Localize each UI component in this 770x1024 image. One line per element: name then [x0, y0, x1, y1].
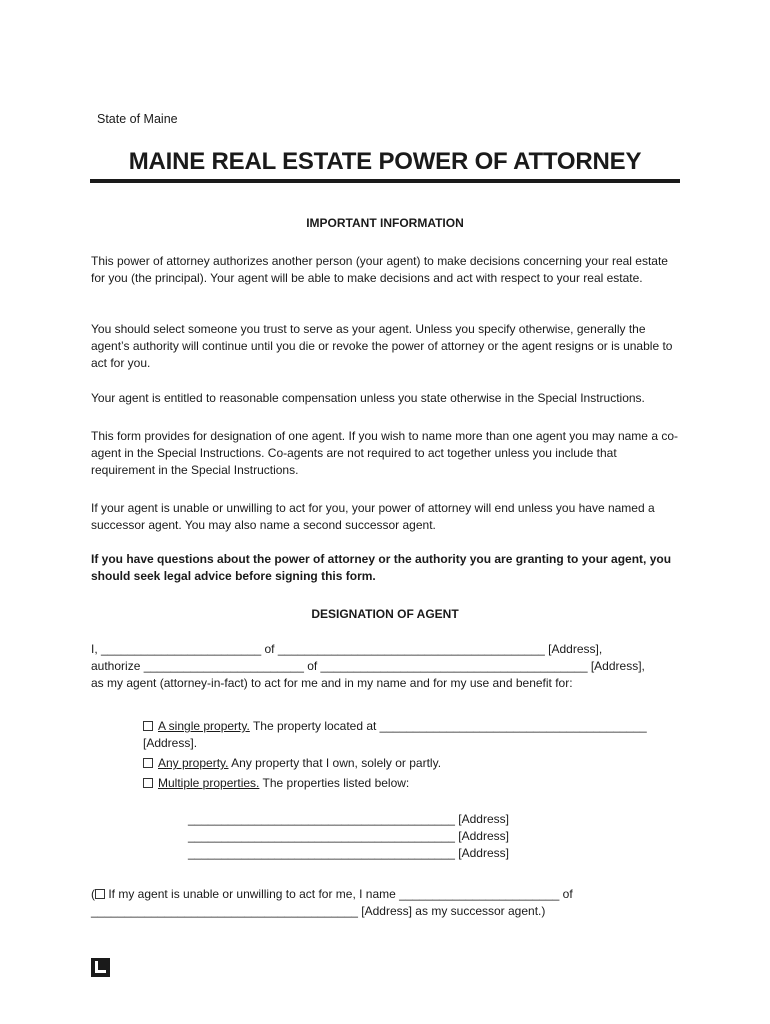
- property-address-line-3: ________________________________________ [Address]: [188, 846, 509, 860]
- designation-heading: DESIGNATION OF AGENT: [311, 607, 459, 621]
- important-paragraph-5: If your agent is unable or unwilling to act for you, your power of attorney will end unless you have named a successor agent. You may also name a second successor agent.: [91, 501, 655, 532]
- successor-checkbox[interactable]: [95, 889, 105, 899]
- single-property-checkbox[interactable]: [143, 721, 153, 731]
- single-property-address: [Address].: [143, 736, 198, 750]
- successor-text: If my agent is unable or unwilling to act for me, I name ________________________ of: [105, 887, 573, 901]
- important-paragraph-4: This form provides for designation of one agent. If you wish to name more than one agent you may name a co-agent in the Special Instructions. Co-agents are not required to act together unless you include that requirement in the Special Instructions.: [91, 429, 678, 477]
- brand-logo-icon: [91, 958, 110, 977]
- any-property-label: Any property.: [158, 756, 229, 770]
- property-address-line-2: ________________________________________ [Address]: [188, 829, 509, 843]
- agent-purpose-line: as my agent (attorney-in-fact) to act for me and in my name and for my use and benefit for:: [91, 676, 573, 690]
- successor-agent-line: [91, 886, 573, 903]
- important-paragraph-6: If you have questions about the power of attorney or the authority you are granting to your agent, you should seek legal advice before signing this form.: [91, 552, 672, 583]
- option-single-property: [143, 718, 647, 735]
- state-label: State of Maine: [97, 112, 178, 126]
- option-multiple-properties: [143, 775, 409, 792]
- single-property-label: A single property.: [158, 719, 250, 733]
- option-any-property: [143, 755, 441, 772]
- multiple-properties-checkbox[interactable]: [143, 778, 153, 788]
- single-property-text: The property located at ________________________________________: [249, 719, 647, 733]
- any-property-checkbox[interactable]: [143, 758, 153, 768]
- agent-line: authorize ________________________ of ________________________________________ [Address],: [91, 659, 645, 673]
- document-title: MAINE REAL ESTATE POWER OF ATTORNEY: [128, 148, 642, 175]
- principal-line: I, ________________________ of ________________________________________ [Address],: [91, 642, 603, 656]
- important-heading: IMPORTANT INFORMATION: [306, 216, 464, 230]
- important-paragraph-2: You should select someone you trust to serve as your agent. Unless you specify otherwise, generally the agent’s authority will continue until you die or revoke the power of attorney or the agent resigns or is unable to act for you.: [91, 322, 673, 370]
- important-paragraph-1: This power of attorney authorizes another person (your agent) to make decisions concerning your real estate for you (the principal). Your agent will be able to make decisions and act with respect to your real estate.: [91, 254, 668, 285]
- title-rule: [90, 179, 680, 183]
- any-property-text: Any property that I own, solely or partly.: [228, 756, 442, 770]
- successor-address-line: ________________________________________ [Address] as my successor agent.): [91, 904, 546, 918]
- multiple-properties-text: The properties listed below:: [259, 776, 410, 790]
- important-paragraph-3: Your agent is entitled to reasonable compensation unless you state otherwise in the Special Instructions.: [91, 391, 645, 405]
- property-address-line-1: ________________________________________ [Address]: [188, 812, 509, 826]
- successor-open-paren: (: [91, 887, 95, 901]
- multiple-properties-label: Multiple properties.: [158, 776, 260, 790]
